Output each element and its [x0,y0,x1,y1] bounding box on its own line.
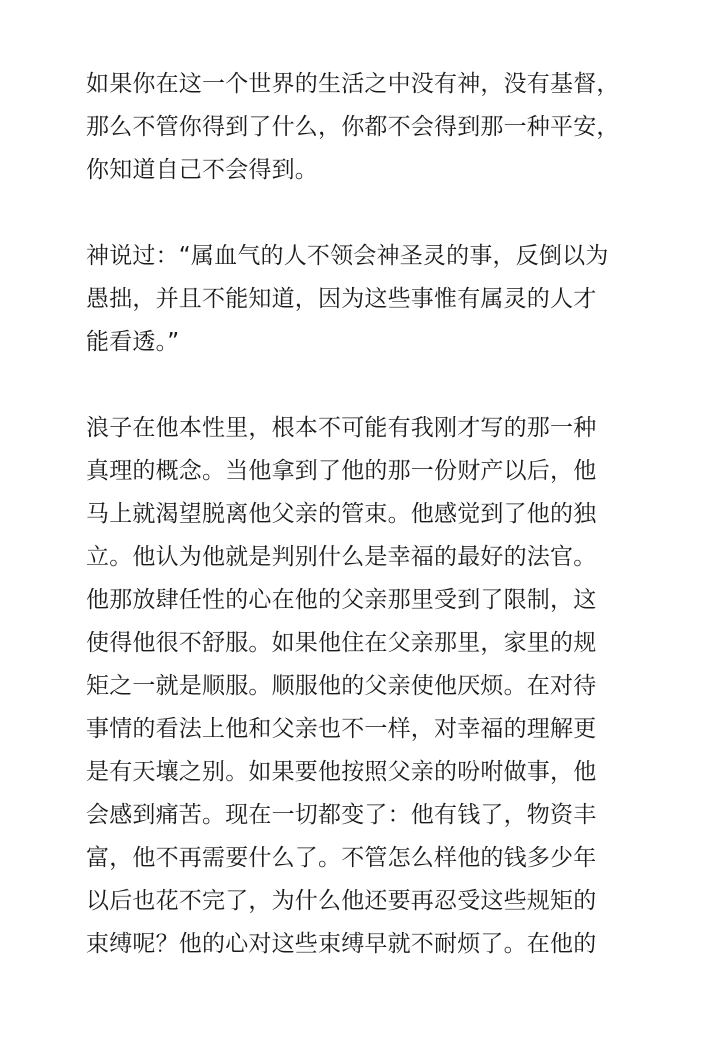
text-line: 是有天壤之别。如果要他按照父亲的吩咐做事，他 [86,759,597,785]
text-line: 浪子在他本性里，根本不可能有我刚才写的那一种 [86,415,597,441]
text-line: 事情的看法上他和父亲也不一样，对幸福的理解更 [86,716,597,742]
text-line: 神说过：“属血气的人不领会神圣灵的事，反倒以为 [86,243,609,269]
document-page [86,63,646,1009]
paragraph-1 [86,63,646,192]
text-line: 你知道自己不会得到。 [86,157,318,183]
text-line: 使得他很不舒服。如果他住在父亲那里，家里的规 [86,630,597,656]
text-line: 能看透。” [86,329,180,355]
text-line: 束缚呢？他的心对这些束缚早就不耐烦了。在他的 [86,931,597,957]
text-line: 马上就渴望脱离他父亲的管束。他感觉到了他的独 [86,501,597,527]
text-line: 他那放肆任性的心在他的父亲那里受到了限制，这 [86,587,597,613]
text-line: 立。他认为他就是判别什么是幸福的最好的法官。 [86,544,597,570]
paragraph-3 [86,407,646,966]
text-line: 真理的概念。当他拿到了他的那一份财产以后，他 [86,458,597,484]
paragraph-2 [86,235,646,364]
text-line: 以后也花不完了，为什么他还要再忍受这些规矩的 [86,888,597,914]
text-line: 会感到痛苦。现在一切都变了：他有钱了，物资丰 [86,802,597,828]
text-line: 矩之一就是顺服。顺服他的父亲使他厌烦。在对待 [86,673,597,699]
text-line: 如果你在这一个世界的生活之中没有神，没有基督， [86,71,620,97]
text-line: 那么不管你得到了什么，你都不会得到那一种平安， [86,114,620,140]
text-line: 富，他不再需要什么了。不管怎么样他的钱多少年 [86,845,597,871]
text-line: 愚拙，并且不能知道，因为这些事惟有属灵的人才 [86,286,597,312]
